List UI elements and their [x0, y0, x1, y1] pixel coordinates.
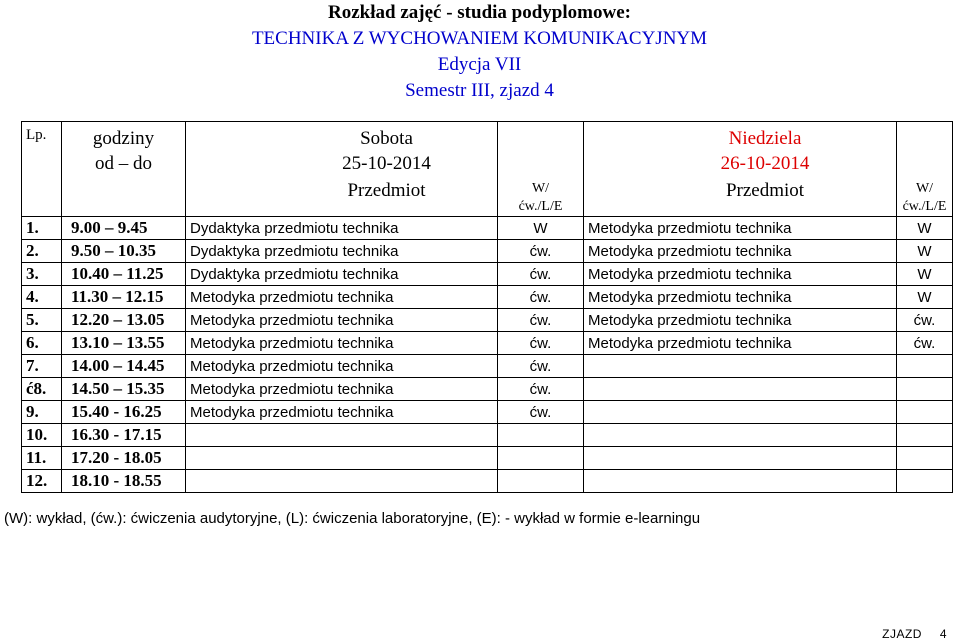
row-sunday-subject: Metodyka przedmiotu technika — [584, 309, 897, 332]
row-saturday-type: ćw. — [498, 401, 584, 424]
sunday-type-line1: W/ — [915, 181, 934, 196]
table-row — [22, 309, 953, 332]
row-saturday-subject: Metodyka przedmiotu technika — [186, 378, 498, 401]
row-sunday-subject — [584, 447, 897, 470]
row-time: 9.00 – 9.45 — [62, 217, 186, 240]
row-saturday-subject: Metodyka przedmiotu technika — [186, 286, 498, 309]
header-title: Rozkład zajęć - studia podyplomowe: — [328, 2, 631, 23]
row-sunday-type — [897, 447, 953, 470]
table-row — [22, 263, 953, 286]
saturday-subject-header — [186, 122, 498, 217]
row-sunday-type — [897, 424, 953, 447]
legend-text: (W): wykład, (ćw.): ćwiczenia audytoryjne, (L): ćwiczenia laboratoryjne, (E): - wykład w formie e-learningu — [4, 510, 701, 527]
row-saturday-subject: Metodyka przedmiotu technika — [186, 401, 498, 424]
row-sunday-type: W — [897, 263, 953, 286]
row-lp: 10. — [22, 424, 62, 447]
row-lp: 4. — [22, 286, 62, 309]
time-header-line2: od – do — [95, 153, 152, 174]
row-time: 14.50 – 15.35 — [62, 378, 186, 401]
row-sunday-type: W — [897, 217, 953, 240]
row-sunday-type — [897, 401, 953, 424]
table-header-row — [22, 122, 953, 217]
header-program-name: TECHNIKA Z WYCHOWANIEM KOMUNIKACYJNYM — [251, 28, 708, 49]
header-edition: Edycja VII — [437, 54, 522, 75]
row-sunday-type: W — [897, 240, 953, 263]
row-lp: 7. — [22, 355, 62, 378]
row-sunday-subject: Metodyka przedmiotu technika — [584, 332, 897, 355]
schedule-table — [21, 121, 953, 493]
row-time: 9.50 – 10.35 — [62, 240, 186, 263]
lp-header-label: Lp. — [26, 127, 47, 143]
saturday-day-name: Sobota — [360, 128, 413, 149]
row-saturday-type: ćw. — [498, 286, 584, 309]
row-lp: 2. — [22, 240, 62, 263]
sunday-day-name: Niedziela — [728, 128, 802, 149]
row-saturday-type: W — [498, 217, 584, 240]
document-header — [0, 0, 959, 104]
page-footer — [882, 627, 947, 641]
row-saturday-subject: Dydaktyka przedmiotu technika — [186, 263, 498, 286]
saturday-subject-label: Przedmiot — [347, 180, 426, 201]
row-lp: 12. — [22, 470, 62, 493]
col-header-lp — [22, 122, 62, 217]
row-lp: 1. — [22, 217, 62, 240]
row-saturday-subject — [186, 470, 498, 493]
row-sunday-subject: Metodyka przedmiotu technika — [584, 286, 897, 309]
row-lp: 5. — [22, 309, 62, 332]
row-saturday-type: ćw. — [498, 240, 584, 263]
row-sunday-subject: Metodyka przedmiotu technika — [584, 263, 897, 286]
row-time: 13.10 – 13.55 — [62, 332, 186, 355]
row-time: 15.40 - 16.25 — [62, 401, 186, 424]
table-row — [22, 217, 953, 240]
row-sunday-subject: Metodyka przedmiotu technika — [584, 240, 897, 263]
row-saturday-subject: Dydaktyka przedmiotu technika — [186, 240, 498, 263]
header-semester: Semestr III, zjazd 4 — [405, 80, 554, 101]
saturday-date: 25-10-2014 — [342, 153, 431, 174]
row-sunday-type — [897, 470, 953, 493]
row-sunday-subject — [584, 401, 897, 424]
row-saturday-type — [498, 470, 584, 493]
row-lp: 6. — [22, 332, 62, 355]
row-time: 12.20 – 13.05 — [62, 309, 186, 332]
row-time: 14.00 – 14.45 — [62, 355, 186, 378]
table-row — [22, 355, 953, 378]
row-sunday-subject — [584, 355, 897, 378]
table-row — [22, 332, 953, 355]
row-time: 17.20 - 18.05 — [62, 447, 186, 470]
row-saturday-type: ćw. — [498, 332, 584, 355]
sunday-subject-header — [584, 122, 897, 217]
sunday-type-line2: ćw./L/E — [902, 199, 947, 214]
table-row — [22, 240, 953, 263]
table-row — [22, 286, 953, 309]
row-time: 18.10 - 18.55 — [62, 470, 186, 493]
footer-label: ZJAZD — [882, 627, 922, 641]
table-row — [22, 401, 953, 424]
table-row — [22, 470, 953, 493]
footer-number: 4 — [939, 627, 947, 641]
row-saturday-subject: Metodyka przedmiotu technika — [186, 355, 498, 378]
row-time: 11.30 – 12.15 — [62, 286, 186, 309]
sunday-type-header — [897, 122, 953, 217]
col-header-time — [62, 122, 186, 217]
row-lp: 3. — [22, 263, 62, 286]
row-lp: 9. — [22, 401, 62, 424]
row-sunday-subject — [584, 424, 897, 447]
saturday-type-line1: W/ — [531, 181, 550, 196]
row-time: 16.30 - 17.15 — [62, 424, 186, 447]
row-sunday-type — [897, 378, 953, 401]
row-time: 10.40 – 11.25 — [62, 263, 186, 286]
row-saturday-type: ćw. — [498, 263, 584, 286]
table-row — [22, 447, 953, 470]
row-saturday-subject: Dydaktyka przedmiotu technika — [186, 217, 498, 240]
row-sunday-subject: Metodyka przedmiotu technika — [584, 217, 897, 240]
row-saturday-subject: Metodyka przedmiotu technika — [186, 309, 498, 332]
table-row — [22, 424, 953, 447]
row-saturday-type — [498, 424, 584, 447]
row-saturday-type: ćw. — [498, 378, 584, 401]
sunday-subject-label: Przedmiot — [725, 180, 805, 201]
row-sunday-subject — [584, 470, 897, 493]
row-sunday-type: ćw. — [897, 309, 953, 332]
row-lp: ć8. — [22, 378, 62, 401]
row-sunday-type: W — [897, 286, 953, 309]
row-saturday-subject: Metodyka przedmiotu technika — [186, 332, 498, 355]
row-saturday-subject — [186, 424, 498, 447]
saturday-type-line2: ćw./L/E — [518, 199, 563, 214]
row-saturday-subject — [186, 447, 498, 470]
row-sunday-type: ćw. — [897, 332, 953, 355]
row-saturday-type — [498, 447, 584, 470]
time-header-line1: godziny — [92, 128, 155, 149]
row-sunday-type — [897, 355, 953, 378]
row-saturday-type: ćw. — [498, 309, 584, 332]
table-row — [22, 378, 953, 401]
saturday-type-header — [498, 122, 584, 217]
sunday-date: 26-10-2014 — [720, 153, 810, 174]
row-lp: 11. — [22, 447, 62, 470]
row-sunday-subject — [584, 378, 897, 401]
row-saturday-type: ćw. — [498, 355, 584, 378]
